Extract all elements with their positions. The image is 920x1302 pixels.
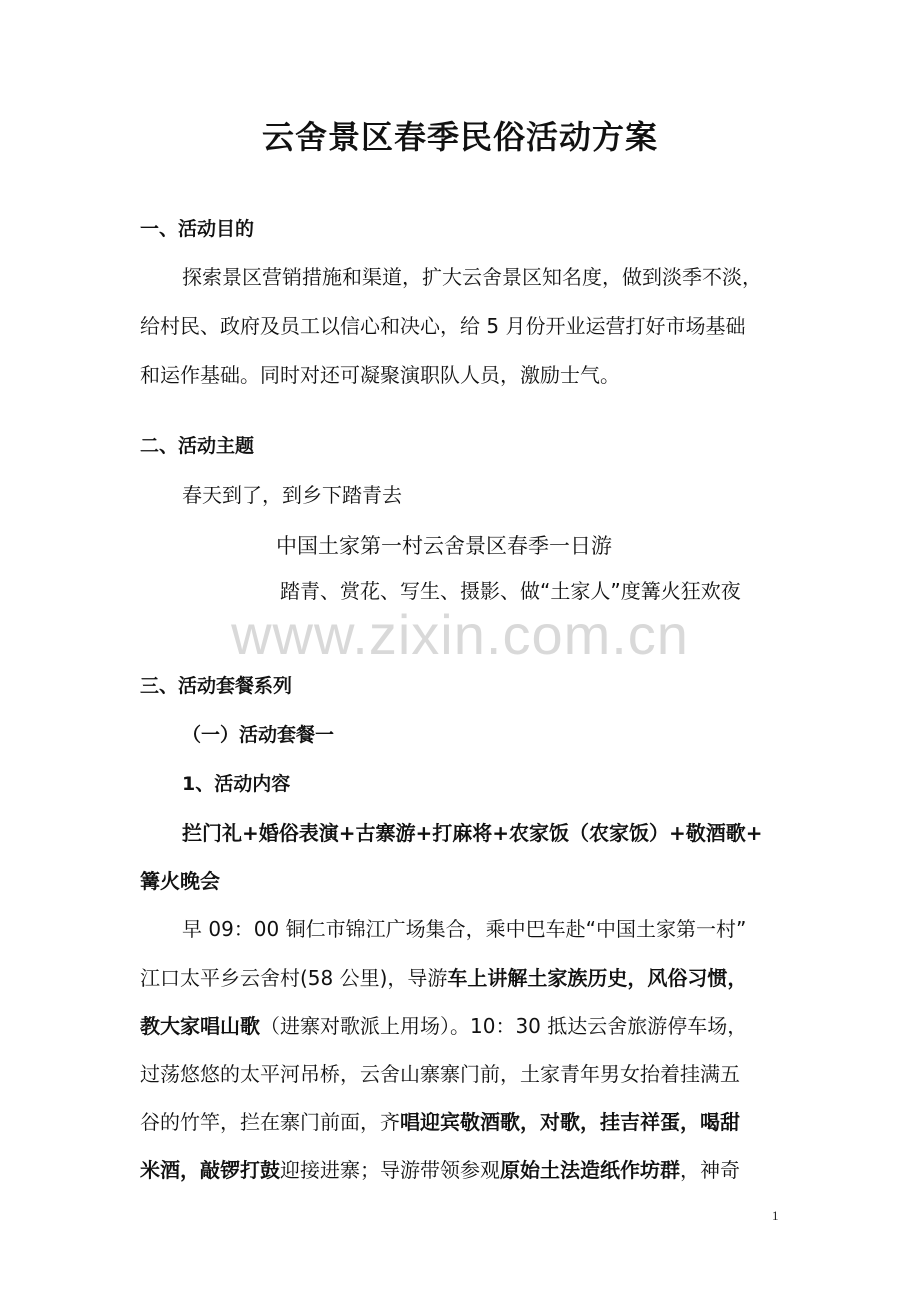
subsection-heading: 1、活动内容	[182, 773, 291, 795]
itinerary-line	[140, 1107, 740, 1137]
section-heading-purpose: 一、活动目的	[140, 218, 255, 240]
paragraph-line: 和运作基础。同时对还可凝聚演职队人员，激励士气。	[140, 363, 620, 387]
itinerary-text: 谷的竹竿，拦在寨门前面，齐	[140, 1110, 400, 1134]
paragraph-line: 探索景区营销措施和渠道，扩大云舍景区知名度，做到淡季不淡，	[182, 265, 762, 289]
paragraph-line: 给村民、政府及员工以信心和决心，给 5 月份开业运营打好市场基础	[140, 314, 746, 338]
itinerary-line	[140, 1155, 740, 1185]
subsection-heading: （一）活动套餐一	[182, 724, 335, 746]
package-content-line: 篝火晚会	[140, 869, 220, 893]
package-content-line: 拦门礼+婚俗表演+古寨游+打麻将+农家饭（农家饭）+敬酒歌+	[182, 821, 763, 845]
itinerary-emphasis: 米酒，敲锣打鼓	[140, 1158, 280, 1182]
page-number: 1	[772, 1208, 779, 1223]
document-title: 云舍景区春季民俗活动方案	[261, 118, 658, 156]
itinerary-line: 过荡悠悠的太平河吊桥，云舍山寨寨门前，土家青年男女抬着挂满五	[140, 1062, 740, 1086]
theme-subtitle: 中国土家第一村云舍景区春季一日游	[276, 534, 612, 558]
itinerary-text: （进寨对歌派上用场）。10：30 抵达云舍旅游停车场，	[260, 1014, 748, 1038]
section-heading-packages: 三、活动套餐系列	[140, 675, 293, 697]
itinerary-emphasis: 教大家唱山歌	[140, 1014, 260, 1038]
itinerary-emphasis: 唱迎宾敬酒歌，对歌，挂吉祥蛋，喝甜	[400, 1110, 740, 1134]
itinerary-line	[140, 1011, 747, 1041]
itinerary-line	[140, 963, 747, 993]
itinerary-text: ，神奇	[680, 1158, 740, 1182]
itinerary-line: 早 09：00 铜仁市锦江广场集合，乘中巴车赴“中国土家第一村”	[182, 917, 747, 941]
itinerary-text: 江口太平乡云舍村(58 公里)，导游	[140, 966, 448, 990]
itinerary-emphasis: 车上讲解土家族历史，风俗习惯，	[447, 966, 748, 990]
section-heading-theme: 二、活动主题	[140, 435, 255, 457]
itinerary-text: 迎接进寨；导游带领参观	[280, 1158, 500, 1182]
itinerary-emphasis: 原始土法造纸作坊群	[500, 1158, 680, 1182]
theme-text: 春天到了，到乡下踏青去	[182, 483, 402, 507]
watermark: www.zixin.com.cn	[231, 603, 689, 666]
theme-activities: 踏青、赏花、写生、摄影、做“土家人”度篝火狂欢夜	[280, 579, 741, 603]
